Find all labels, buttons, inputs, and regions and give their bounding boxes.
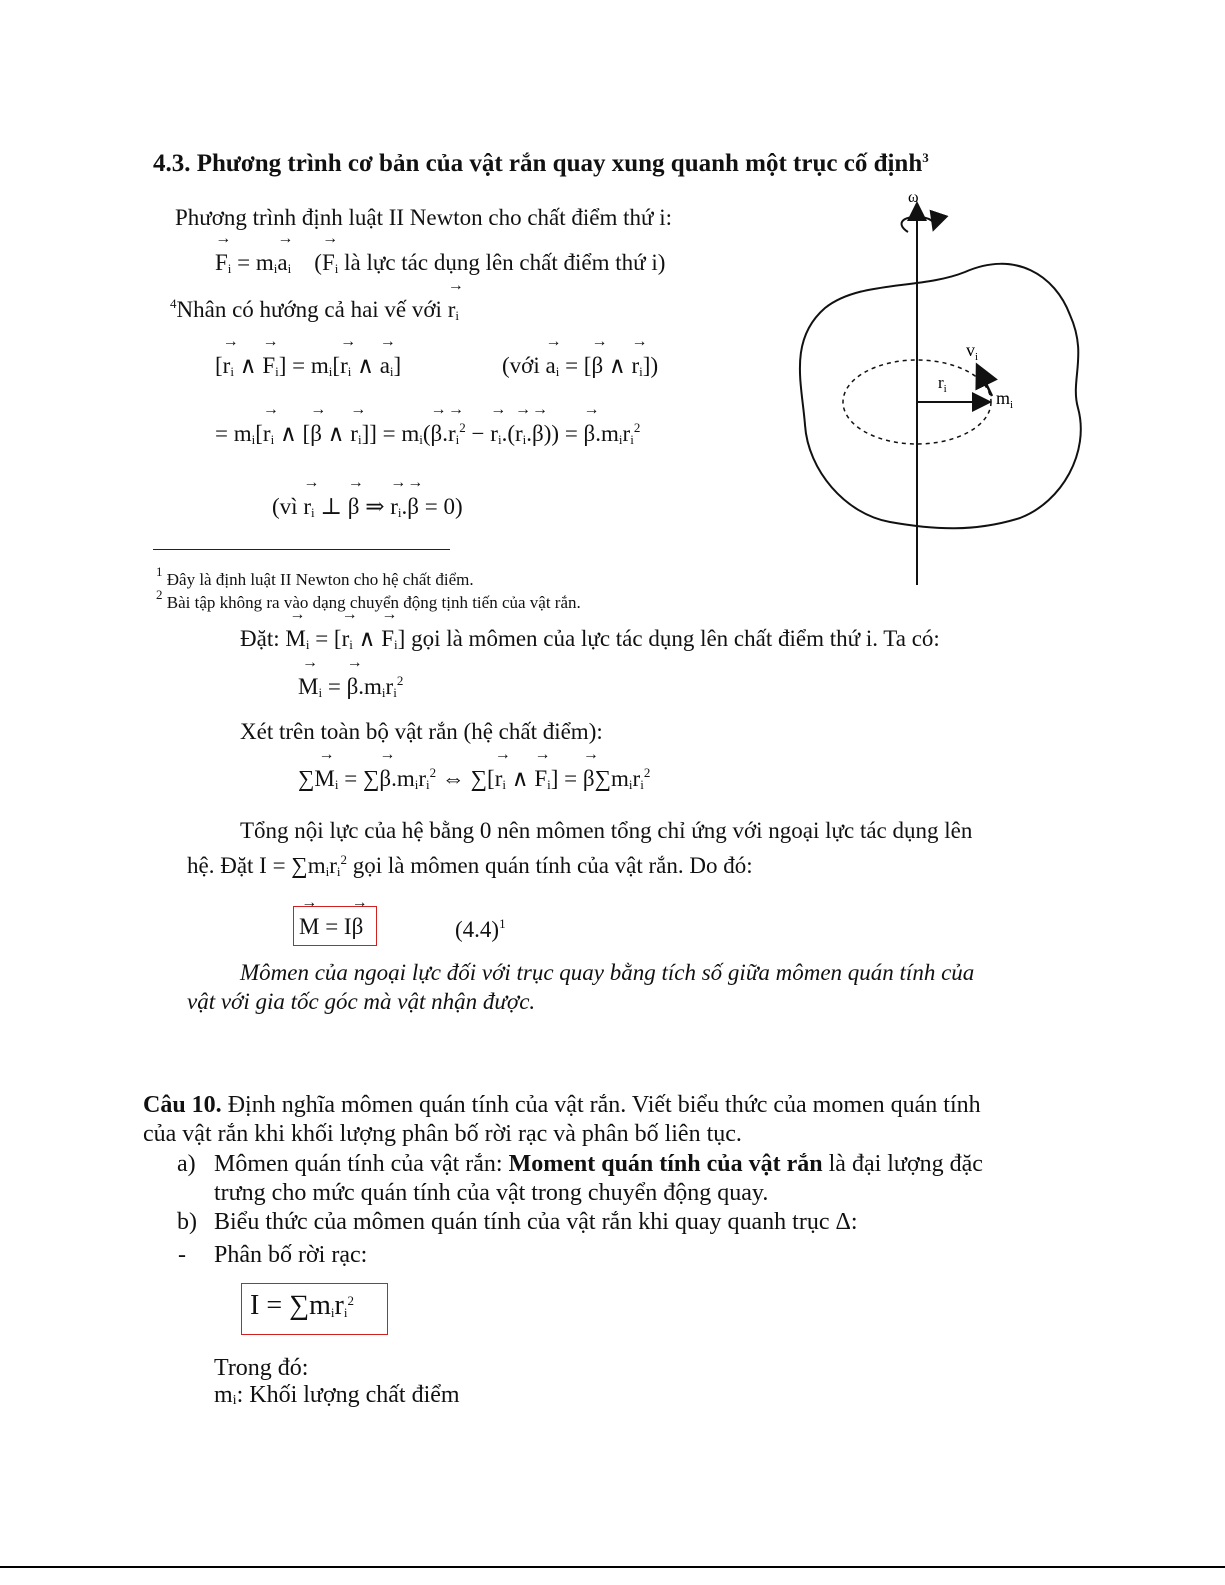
item-a-post: là đại lượng đặc	[828, 1151, 983, 1177]
because-text: (vì	[272, 494, 298, 519]
where-label: Trong đó:	[214, 1355, 309, 1381]
footnote-2: $^2$ Bài tập không ra vào dạng chuyển động tịnh tiến của vật rắn.	[156, 587, 581, 612]
mi-description: mᵢ: Khối lượng chất điểm	[214, 1382, 460, 1408]
equation-with: (với → $a_i$ = [→ β ∧ → $r_i$])	[502, 353, 658, 380]
v-label: $v_i$	[966, 340, 979, 363]
item-a-marker: a)	[177, 1151, 196, 1177]
multiply-line: $^4$Nhân có hướng cả hai vế với → $r_i$	[170, 296, 459, 324]
equation-number-text: (4.4)	[455, 917, 500, 942]
rigid-body-outline	[800, 264, 1081, 528]
sum-text-line1: Tổng nội lực của hệ bằng 0 nên mômen tổng chỉ ứng với ngoại lực tác dụng lên	[240, 818, 973, 843]
whole-body-line: Xét trên toàn bộ vật rắn (hệ chất điểm):	[240, 719, 603, 744]
sum-text-line2: hệ. Đặt $I = \sum m_ir_i^2$ gọi là mômen quán tính của vật rắn. Do đó:	[187, 852, 753, 879]
item-b-text: Biểu thức của mômen quán tính của vật rắn khi quay quanh trục Δ:	[214, 1209, 858, 1235]
footnote-2-text: Bài tập không ra vào dạng chuyển động tịnh tiến của vật rắn.	[166, 593, 581, 612]
multiply-sup: 4	[170, 296, 177, 311]
equation-cross-1: [→ $r_i$ ∧ → $F_i] = m_i[\to r_i$ ∧ → $a_i$]	[215, 353, 401, 380]
sum-line2-b: gọi là mômen quán tính của vật rắn. Do đó:	[352, 853, 753, 878]
footnote-1-text: Đây là định luật II Newton cho hệ chất điểm.	[166, 570, 474, 589]
with-text: (với	[502, 353, 540, 378]
equation-number	[455, 916, 506, 943]
equation-number-sup: 1	[499, 916, 506, 931]
equation-newton-note: là lực tác dụng lên chất điểm thứ i)	[344, 250, 666, 275]
m-label: $m_i$	[996, 388, 1014, 411]
question-label: Câu 10.	[143, 1092, 222, 1118]
equation-newton: → $F_i = m_i\to a_i$ (→ $F_i$ là lực tác dụng lên chất điểm thứ i)	[215, 250, 665, 277]
section-title-sup: 3	[922, 150, 929, 165]
equation-because: (vì → $r_i$ ⊥ → β ⇒ → $r_i.\to \beta = 0$)	[272, 494, 463, 521]
discrete-label: Phân bố rời rạc:	[214, 1242, 368, 1268]
question-10	[143, 1092, 981, 1119]
equation-cross-2: = $m_i[\to r_i$ ∧ [→ β ∧ → $r_i]] = m_i(\to \beta.\to r_i^2$ − → $r_i.(\to r_i.\to \beta)$) = → $\beta.m_ir_i^2$	[215, 420, 640, 448]
moment-definition: Đặt: → $M_i$ = [→ $r_i$ ∧ → $F_i$] gọi là mômen của lực tác dụng lên chất điểm thứ i. Ta có:	[240, 626, 940, 653]
intro-line: Phương trình định luật II Newton cho chất điểm thứ i:	[175, 205, 673, 230]
dash-marker: -	[178, 1242, 186, 1268]
equation-sum: ∑→ $M_i$ = ∑→ $\beta.m_ir_i^2$ ⇔ ∑[→ $r_i$ ∧ → $F_i$] = → $\beta\sum m_ir_i^2$	[298, 765, 650, 793]
velocity-vector	[978, 367, 992, 396]
set-text: Đặt:	[240, 626, 280, 651]
r-label: $r_i$	[938, 373, 947, 395]
item-b-marker: b)	[177, 1209, 197, 1235]
multiply-text: Nhân có hướng cả hai vế với	[176, 297, 442, 322]
section-title-text: 4.3. Phương trình cơ bản của vật rắn quay xung quanh một trục cố định	[153, 150, 923, 177]
moment-desc-text: gọi là mômen của lực tác dụng lên chất điểm thứ i. Ta có:	[411, 626, 940, 651]
page-bottom-rule	[0, 1566, 1225, 1568]
question-text-2: của vật rắn khi khối lượng phân bố rời rạc và phân bố liên tục.	[143, 1121, 742, 1147]
item-a-pre: Mômen quán tính của vật rắn:	[214, 1151, 503, 1177]
italic-line-2: vật với gia tốc góc mà vật nhận được.	[187, 989, 536, 1014]
omega-label: ω	[908, 189, 919, 206]
equation-M-I-beta: → M = I→ β	[299, 914, 363, 940]
italic-line-1: Mômen của ngoại lực đối với trục quay bằng tích số giữa mômen quán tính của	[240, 960, 975, 985]
question-text-1: Định nghĩa mômen quán tính của vật rắn. Viết biểu thức của momen quán tính	[227, 1092, 981, 1118]
equation-moment-i: → $M_i$ = → $\beta.m_ir_i^2$	[298, 673, 403, 701]
item-a-line1	[214, 1151, 983, 1178]
rigid-body-diagram	[770, 180, 1100, 590]
item-a-bold: Moment quán tính của vật rắn	[508, 1151, 823, 1177]
footnote-1: $^1$ Đây là định luật II Newton cho hệ chất điểm.	[156, 564, 474, 589]
item-a-line2: trưng cho mức quán tính của vật trong chuyển động quay.	[214, 1180, 769, 1206]
equation-I-sum: $I = \sum m_ir_i^2$	[250, 1290, 354, 1321]
sum-line2-a: hệ. Đặt	[187, 853, 254, 878]
section-title	[153, 150, 929, 178]
footnote-divider	[153, 549, 450, 550]
